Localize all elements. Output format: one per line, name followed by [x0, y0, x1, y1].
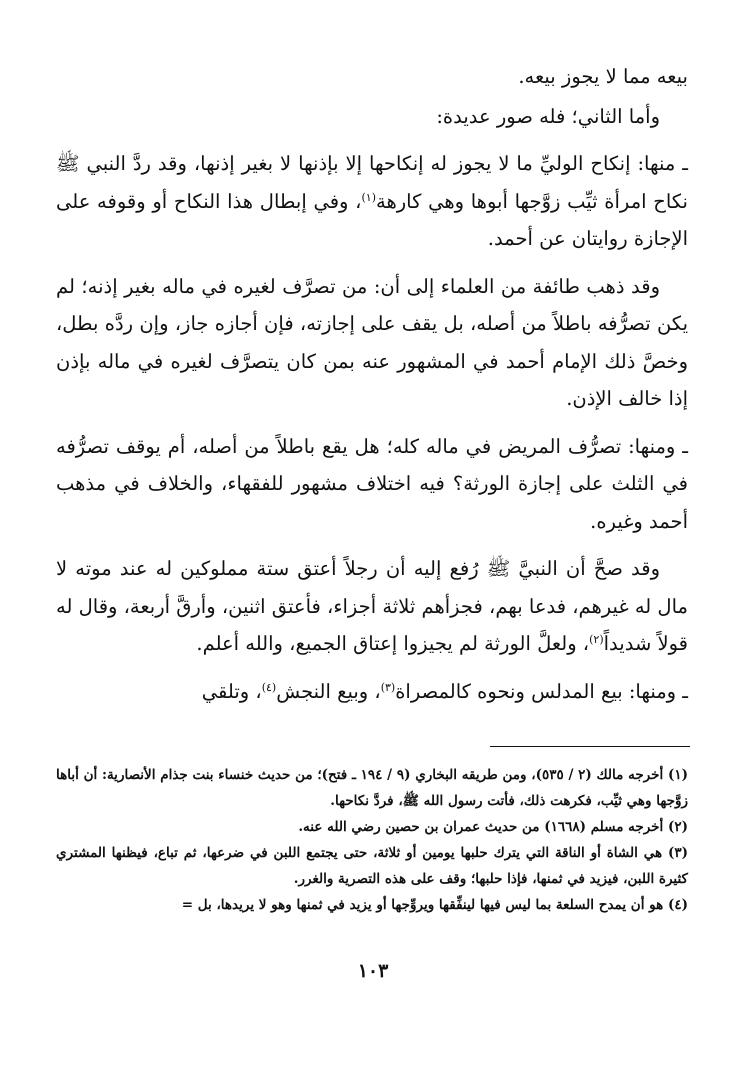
paragraph-6: [56, 550, 688, 663]
footnote-ref-2: (٢): [589, 633, 604, 646]
paragraph-1: بيعه مما لا يجوز بيعه.: [518, 65, 688, 88]
footnote-4: (٤) هو أن يمدح السلعة بما ليس فيها لينفِّقها ويروِّجها أو يزيد في ثمنها وهو لا يريدها، بل =: [181, 897, 688, 913]
paragraph-7: [56, 673, 688, 711]
paragraph-6-text-b: ، ولعلَّ الورثة لم يجيزوا إعتاق الجميع، والله أعلم.: [196, 632, 590, 655]
paragraph-7-text-b: ، وبيع النجش: [276, 679, 381, 703]
paragraph-7-text-a: ـ ومنها: بيع المدلس ونحوه كالمصراة: [395, 679, 688, 703]
footnote-ref-3: (٣): [380, 680, 396, 694]
footnotes: [56, 762, 688, 918]
paragraph-3-text-a: ـ منها: إنكاح الوليِّ ما لا يجوز له إنكاحها إلا بإذنها لا بغير إذنها، وقد ردَّ النبي ﷺ نكاح امرأة ثيِّب زوَّجها أبوها وهي كارهة: [56, 152, 688, 213]
paragraph-3: [56, 145, 688, 258]
paragraph-4: وقد ذهب طائفة من العلماء إلى أن: من تصرَّف لغيره في ماله بغير إذنه؛ لم يكن تصرُّفه باطلاً من أصله، بل يقف على إجازته، فإن أجازه جاز، وإن ردَّه بطل، وخصَّ ذلك الإمام أحمد في المشهور عنه بمن كان يتصرَّف لغيره في ماله بإذن إذا خالف الإذن.: [56, 274, 688, 410]
footnote-3: (٣) هي الشاة أو الناقة التي يترك حلبها يومين أو ثلاثة، حتى يجتمع اللبن في ضرعها، ثم تباع، فيظنها المشتري كثيرة اللبن، فيزيد في ثمنها، فإذا حلبها؛ وقف على هذه التصرية والغرر.: [56, 845, 688, 887]
main-text: [56, 58, 688, 710]
footnote-2: (٢) أخرجه مسلم (١٦٦٨) من حديث عمران بن حصين رضي الله عنه.: [298, 819, 688, 835]
page-number: ١٠٣: [357, 960, 389, 982]
footnote-ref-1: (١): [361, 190, 376, 204]
paragraph-2: وأما الثاني؛ فله صور عديدة:: [436, 104, 660, 128]
paragraph-6-text-a: وقد صحَّ أن النبيَّ ﷺ رُفع إليه أن رجلاً أعتق ستة مملوكين له عند موته لا مال له غيرهم، فدعا بهم، فجزأهم ثلاثة أجزاء، فأعتق اثنين، وأرقَّ أربعة، وقال له قولاً شديداً: [56, 557, 688, 655]
footnote-1: (١) أخرجه مالك (٢ / ٥٣٥)، ومن طريقه البخاري (٩ / ١٩٤ ـ فتح)؛ من حديث خنساء بنت جذام الأنصارية: أن أباها زوَّجها وهي ثيِّب، فكرهت ذلك، فأتت رسول الله ﷺ، فردَّ نكاحها.: [56, 767, 688, 809]
paragraph-3-text-b: ، وفي إبطال هذا النكاح أو وقوفه على الإجازة روايتان عن أحمد.: [56, 189, 688, 250]
footnote-ref-4: (٤): [261, 680, 277, 694]
footnote-separator: [490, 746, 690, 747]
paragraph-7-text-c: ، وتلقي: [201, 679, 262, 703]
paragraph-5: ـ ومنها: تصرُّف المريض في ماله كله؛ هل يقع باطلاً من أصله، أم يوقف تصرُّفه في الثلث على إجازة الورثة؟ فيه اختلاف مشهور للفقهاء، والخلاف في مذهب أحمد وغيره.: [56, 434, 688, 533]
